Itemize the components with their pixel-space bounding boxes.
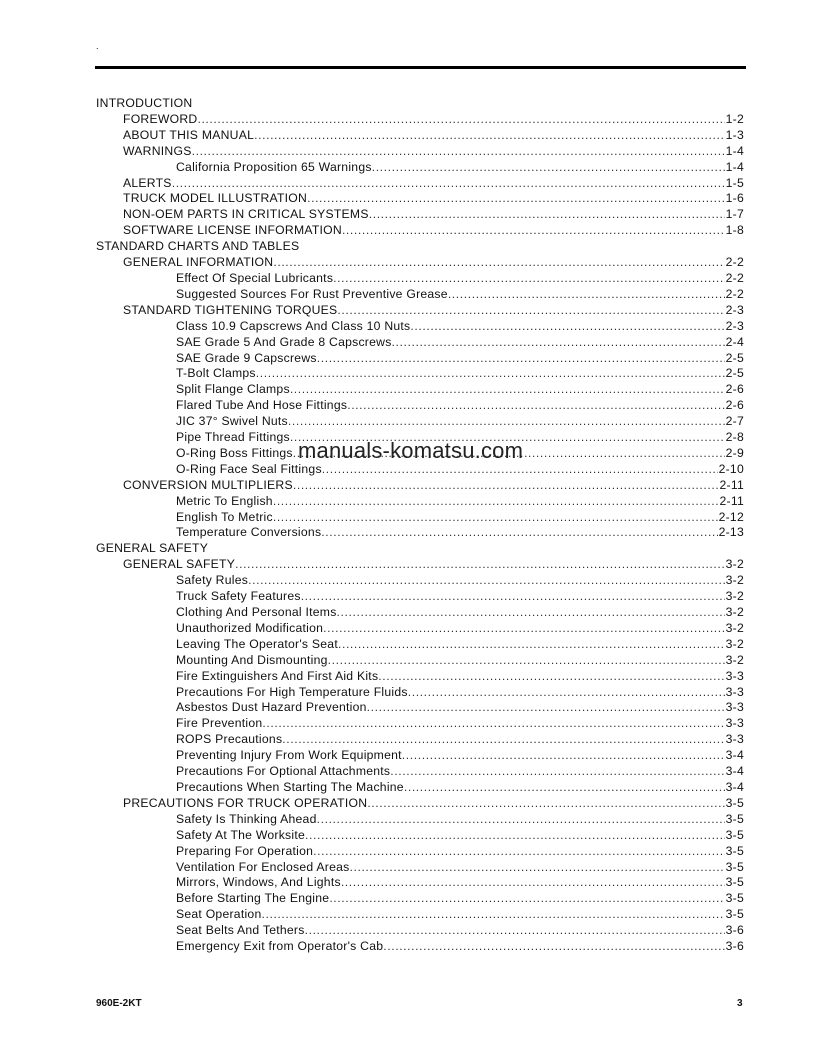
toc-section-heading	[96, 96, 744, 112]
dot-leader	[372, 160, 725, 176]
toc-entry[interactable]	[96, 669, 744, 685]
toc-entry-page: 3-5	[725, 859, 744, 874]
toc-entry-page: 3-4	[725, 779, 744, 794]
toc-entry-page: 3-3	[725, 716, 744, 731]
toc-entry-label: SAE Grade 5 And Grade 8 Capscrews	[176, 334, 392, 349]
toc-entry-page: 3-3	[725, 700, 744, 715]
toc-entry-page: 3-5	[725, 795, 744, 810]
toc-entry-page: 3-2	[725, 620, 744, 635]
toc-entry-label: Suggested Sources For Rust Preventive Grease	[176, 286, 448, 301]
toc-entry-label: Fire Extinguishers And First Aid Kits	[176, 668, 379, 683]
toc-entry-page: 1-8	[725, 223, 744, 238]
dot-leader	[349, 860, 724, 876]
dot-leader	[293, 478, 719, 494]
toc-entry-page: 1-4	[725, 143, 744, 158]
toc-entry[interactable]	[96, 621, 744, 637]
header-rule	[95, 66, 746, 69]
dot-leader	[261, 907, 724, 923]
dot-leader	[323, 621, 724, 637]
toc-entry-label: SOFTWARE LICENSE INFORMATION	[123, 223, 342, 238]
toc-entry[interactable]	[96, 939, 744, 955]
toc-section-title: STANDARD CHARTS AND TABLES	[96, 239, 300, 254]
toc-entry-page: 3-2	[725, 605, 744, 619]
dot-leader	[328, 653, 725, 669]
toc-entry-page: 3-2	[725, 636, 744, 651]
toc-entry[interactable]	[96, 414, 744, 430]
toc-entry-page: 2-8	[725, 430, 744, 445]
toc-entry-label: O-Ring Face Seal Fittings	[176, 461, 322, 476]
dot-leader	[313, 844, 724, 860]
toc-section-heading	[96, 239, 744, 255]
toc-entry[interactable]	[96, 685, 744, 701]
dot-leader	[317, 351, 725, 367]
toc-entry-label: ABOUT THIS MANUAL	[123, 127, 255, 142]
dot-leader	[367, 700, 725, 716]
toc-entry[interactable]	[96, 605, 744, 621]
toc-entry-label: T-Bolt Clamps	[176, 366, 256, 381]
toc-entry[interactable]	[96, 223, 744, 239]
dot-leader	[305, 923, 725, 939]
dot-leader	[273, 510, 718, 526]
toc-entry[interactable]	[96, 351, 744, 367]
toc-entry-page: 2-13	[718, 525, 744, 540]
toc-entry-label: Flared Tube And Hose Fittings	[176, 398, 348, 413]
toc-section-title: GENERAL SAFETY	[96, 541, 209, 556]
toc-entry[interactable]	[96, 176, 744, 192]
toc-entry-page: 1-2	[725, 111, 744, 126]
dot-leader	[383, 939, 724, 955]
toc-entry-page: 2-9	[725, 445, 744, 460]
dot-leader	[256, 366, 725, 382]
toc-entry[interactable]	[96, 398, 744, 414]
toc-entry-page: 2-6	[725, 382, 744, 397]
toc-entry-page: 2-4	[725, 334, 744, 349]
dot-leader	[235, 557, 725, 573]
toc-entry-page: 3-2	[725, 652, 744, 667]
toc-entry[interactable]	[96, 812, 744, 828]
toc-entry[interactable]	[96, 573, 744, 589]
dot-leader	[337, 303, 724, 319]
dot-leader	[367, 796, 724, 812]
toc-entry-label: Clothing And Personal Items	[176, 605, 337, 619]
toc-entry-page: 1-3	[725, 127, 744, 142]
toc-entry-label: English To Metric	[176, 509, 273, 524]
toc-entry-page: 3-3	[725, 732, 744, 747]
toc-entry[interactable]	[96, 319, 744, 335]
dot-leader	[290, 382, 725, 398]
toc-entry-page: 3-5	[725, 827, 744, 842]
toc-entry-label: WARNINGS	[123, 143, 192, 158]
dot-leader	[329, 891, 724, 907]
toc-entry-page: 3-3	[725, 668, 744, 683]
toc-entry[interactable]	[96, 796, 744, 812]
toc-entry-label: Unauthorized Modification	[176, 620, 324, 635]
toc-entry[interactable]	[96, 366, 744, 382]
toc-entry-page: 1-7	[725, 207, 744, 222]
toc-entry-page: 3-3	[725, 684, 744, 699]
toc-entry-label: Metric To English	[176, 493, 273, 508]
toc-entry-page: 2-3	[725, 318, 744, 333]
toc-entry-label: Mirrors, Windows, And Lights	[176, 875, 341, 890]
toc-entry-label: Effect Of Special Lubricants	[176, 270, 334, 285]
toc-entry-page: 3-4	[725, 764, 744, 779]
toc-entry[interactable]	[96, 510, 744, 526]
toc-entry-label: Precautions For High Temperature Fluids	[176, 684, 408, 699]
toc-entry-label: FOREWORD	[123, 111, 198, 126]
dot-leader	[410, 319, 724, 335]
toc-entry-page: 2-2	[725, 270, 744, 285]
toc-entry[interactable]	[96, 255, 744, 271]
toc-entry[interactable]	[96, 271, 744, 287]
toc-entry-label: GENERAL SAFETY	[123, 557, 236, 572]
toc-entry-page: 2-5	[725, 366, 744, 381]
dot-leader	[448, 287, 725, 303]
toc-entry[interactable]	[96, 160, 744, 176]
toc-entry[interactable]	[96, 716, 744, 732]
toc-entry-label: Temperature Conversions	[176, 525, 322, 540]
toc-entry-page: 1-5	[725, 175, 744, 190]
toc-entry-label: PRECAUTIONS FOR TRUCK OPERATION	[123, 795, 368, 810]
toc-entry-label: Precautions For Optional Attachments	[176, 764, 391, 779]
toc-entry-label: Pipe Thread Fittings	[176, 430, 290, 445]
toc-entry-page: 3-2	[725, 557, 744, 572]
dot-leader	[338, 637, 725, 653]
toc-entry-label: Fire Prevention	[176, 716, 263, 731]
dot-leader	[390, 764, 724, 780]
toc-entry-label: California Proposition 65 Warnings	[176, 159, 372, 174]
toc-entry-label: Seat Belts And Tethers	[176, 923, 305, 938]
toc-entry-label: GENERAL INFORMATION	[123, 255, 274, 270]
toc-entry[interactable]	[96, 335, 744, 351]
toc-entry-label: Ventilation For Enclosed Areas	[176, 859, 350, 874]
toc-entry[interactable]	[96, 287, 744, 303]
toc-entry-label: Precautions When Starting The Machine	[176, 779, 404, 794]
toc-entry-page: 2-12	[718, 509, 744, 524]
dot-leader	[192, 144, 725, 160]
header-mark: .	[96, 41, 99, 51]
dot-leader	[282, 732, 724, 748]
toc-entry[interactable]	[96, 780, 744, 796]
toc-entry-label: Asbestos Dust Hazard Prevention	[176, 700, 367, 715]
toc-entry[interactable]	[96, 494, 744, 510]
dot-leader	[273, 494, 719, 510]
toc-entry-label: Safety Is Thinking Ahead	[176, 811, 317, 826]
dot-leader	[317, 812, 725, 828]
toc-entry[interactable]	[96, 589, 744, 605]
toc-entry-label: Split Flange Clamps	[176, 382, 290, 397]
toc-entry[interactable]	[96, 907, 744, 923]
dot-leader	[288, 414, 725, 430]
toc-entry-label: Truck Safety Features	[176, 589, 301, 604]
toc-entry[interactable]	[96, 557, 744, 573]
toc-entry[interactable]	[96, 860, 744, 876]
toc-entry[interactable]	[96, 700, 744, 716]
dot-leader	[273, 255, 724, 271]
dot-leader	[378, 669, 724, 685]
dot-leader	[248, 573, 725, 589]
toc-entry-page: 3-2	[725, 589, 744, 604]
dot-leader	[172, 176, 725, 192]
toc-entry[interactable]	[96, 303, 744, 319]
toc-entry-label: ROPS Precautions	[176, 732, 283, 747]
dot-leader	[347, 398, 724, 414]
toc-entry[interactable]	[96, 653, 744, 669]
dot-leader	[333, 271, 724, 287]
footer-model: 960E-2KT	[96, 998, 142, 1009]
toc-entry-page: 2-6	[725, 398, 744, 413]
toc-entry-label: NON-OEM PARTS IN CRITICAL SYSTEMS	[123, 207, 369, 222]
toc-entry-label: STANDARD TIGHTENING TORQUES	[123, 302, 338, 317]
dot-leader	[402, 748, 725, 764]
toc-entry-page: 1-6	[725, 191, 744, 206]
toc-entry-label: Safety Rules	[176, 573, 249, 588]
toc-entry-label: O-Ring Boss Fittings	[176, 445, 293, 460]
toc-entry-page: 2-3	[725, 302, 744, 317]
toc-entry-page: 3-4	[725, 748, 744, 763]
toc-entry[interactable]	[96, 844, 744, 860]
toc-entry-page: 3-2	[725, 573, 744, 588]
toc-entry-page: 3-5	[725, 907, 744, 922]
dot-leader	[305, 828, 725, 844]
toc-entry[interactable]	[96, 478, 744, 494]
toc-entry[interactable]	[96, 207, 744, 223]
toc-entry-label: CONVERSION MULTIPLIERS	[123, 477, 293, 492]
toc-entry-page: 3-5	[725, 811, 744, 826]
toc-entry-label: TRUCK MODEL ILLUSTRATION	[123, 191, 308, 206]
toc-entry-page: 3-6	[725, 939, 744, 954]
toc-entry-page: 2-2	[725, 255, 744, 270]
dot-leader	[262, 716, 724, 732]
toc-section-heading	[96, 541, 744, 557]
dot-leader	[369, 207, 725, 223]
toc-entry-page: 3-5	[725, 875, 744, 890]
dot-leader	[342, 223, 725, 239]
toc-entry-label: Seat Operation	[176, 907, 262, 922]
toc-entry-label: ALERTS	[123, 175, 172, 190]
toc-entry-label: Safety At The Worksite	[176, 827, 306, 842]
toc-entry[interactable]	[96, 891, 744, 907]
dot-leader	[404, 780, 725, 796]
toc-entry[interactable]	[96, 382, 744, 398]
dot-leader	[322, 462, 718, 478]
toc-section-title: INTRODUCTION	[96, 96, 193, 110]
dot-leader	[341, 875, 725, 891]
dot-leader	[337, 605, 725, 621]
toc-entry-page: 3-5	[725, 891, 744, 906]
toc-entry-label: Mounting And Dismounting	[176, 652, 328, 667]
toc-entry[interactable]	[96, 748, 744, 764]
toc-entry[interactable]	[96, 764, 744, 780]
toc-entry[interactable]	[96, 112, 744, 128]
toc-entry[interactable]	[96, 923, 744, 939]
toc-entry-label: Preparing For Operation	[176, 843, 314, 858]
toc-entry[interactable]	[96, 191, 744, 207]
toc-entry-page: 3-5	[725, 843, 744, 858]
toc-entry-page: 2-11	[719, 477, 744, 492]
toc-entry[interactable]	[96, 637, 744, 653]
toc-entry-page: 2-7	[725, 414, 744, 429]
toc-entry-label: Preventing Injury From Work Equipment	[176, 748, 402, 763]
toc-entry-label: JIC 37° Swivel Nuts	[176, 414, 288, 429]
watermark: manuals-komatsu.com	[298, 438, 524, 463]
dot-leader	[254, 128, 725, 144]
dot-leader	[392, 335, 725, 351]
toc-entry[interactable]	[96, 128, 744, 144]
toc-entry-label: Before Starting The Engine	[176, 891, 330, 906]
dot-leader	[197, 112, 724, 128]
toc-entry[interactable]	[96, 525, 744, 541]
dot-leader	[408, 685, 725, 701]
toc-entry-label: Leaving The Operator's Seat	[176, 636, 338, 651]
toc-entry-page: 1-4	[725, 159, 744, 174]
table-of-contents	[96, 96, 744, 955]
toc-entry-page: 2-11	[719, 493, 744, 508]
toc-entry-page: 3-6	[725, 923, 744, 938]
toc-entry[interactable]	[96, 875, 744, 891]
toc-entry-page: 2-5	[725, 350, 744, 365]
toc-entry[interactable]	[96, 144, 744, 160]
toc-entry-page: 2-2	[725, 286, 744, 301]
dot-leader	[321, 525, 717, 541]
toc-entry[interactable]	[96, 732, 744, 748]
dot-leader	[301, 589, 725, 605]
toc-entry[interactable]	[96, 462, 744, 478]
dot-leader	[307, 191, 725, 207]
toc-entry-label: Class 10.9 Capscrews And Class 10 Nuts	[176, 318, 411, 333]
toc-entry[interactable]	[96, 828, 744, 844]
footer-page-number: 3	[737, 998, 743, 1009]
toc-entry-label: SAE Grade 9 Capscrews	[176, 350, 317, 365]
toc-entry-label: Emergency Exit from Operator's Cab	[176, 939, 384, 954]
toc-entry-page: 2-10	[718, 461, 744, 476]
